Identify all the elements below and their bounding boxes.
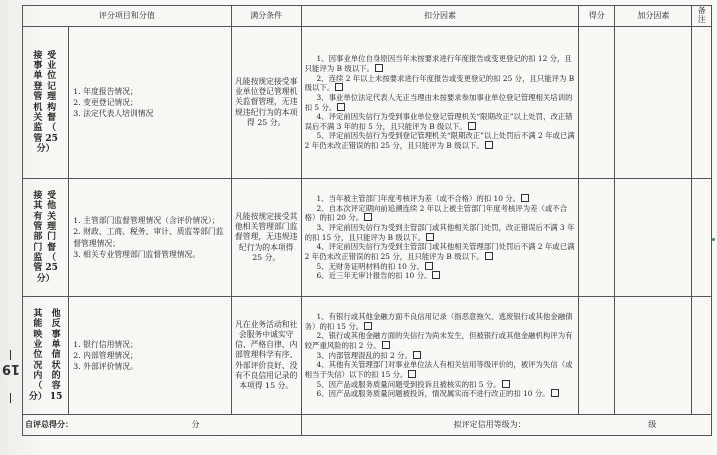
section-row <box>23 179 712 297</box>
checkbox[interactable] <box>521 194 529 202</box>
remark-cell[interactable] <box>692 27 712 179</box>
section-items <box>69 27 231 179</box>
header-remark: 备注 <box>692 6 712 27</box>
category-left-column: 接 其 有 管 部 门 监 管 <box>33 190 43 274</box>
category-right-column: 他 反 事 单 信 状 的 容 15 <box>49 308 63 402</box>
proposed-grade-label: 拟评定信用等级为： <box>453 419 526 429</box>
checkbox[interactable] <box>364 213 372 221</box>
remark-cell[interactable] <box>692 179 712 297</box>
table-header-row <box>23 6 712 27</box>
full-score-condition: 凡能按规定接受其他相关管理部门监督管理，无违规违纪行为的本项得 25 分。 <box>231 179 301 297</box>
footer-row <box>23 415 712 436</box>
self-total-unit: 分 <box>191 420 200 430</box>
header-score: 得分 <box>579 6 615 27</box>
section-row <box>23 297 712 415</box>
item-line: 1. 银行信用情况； <box>73 339 138 349</box>
checkbox[interactable] <box>337 103 345 111</box>
page-number: 19 <box>1 361 21 377</box>
full-score-condition: 凡在业务活动和社会服务中诚实守信、严格自律、内部管理科学有序、外部评价良好、没有不良信用记录的本项得 15 分。 <box>231 297 301 415</box>
header-full-condition: 满分条件 <box>231 6 301 27</box>
checkbox[interactable] <box>485 252 493 260</box>
full-score-condition: 凡能按规定接受事业单位登记管理机关监督管理，无违规违纪行为的本项得 25 分。 <box>231 27 301 179</box>
proposed-grade-cell[interactable] <box>301 415 711 436</box>
bonus-cell[interactable] <box>615 27 692 179</box>
deduction-list: 1、当年被主管部门年度考核评为差（或不合格）的扣 10 分。 2、自本次评定期向前追溯连续 2 年以上被主管部门年度考核评为差（或不合格）的扣 20 分。 3、评定前因失信行为受到主管部门或其他相关部门处罚，改正错误后不满 3 年的扣 15 分，且只能评为 B 级以下。 4、评定前因失信行为受到主管部门或其他相关管理部门处罚后不满 2 年或已满 2 年仍未改正错误的扣 25 分，且只能评为 B 级以下。 5、无财务证明材料的扣 10 分。 6、近三年无审计报告的扣 10 分。 <box>301 179 579 297</box>
checkbox[interactable] <box>551 389 559 397</box>
score-cell[interactable] <box>579 27 615 179</box>
checkbox[interactable] <box>335 83 343 91</box>
binding-hole-mark <box>712 238 715 241</box>
header-deductions: 扣分因素 <box>301 6 579 27</box>
item-line: 3. 相关专业管理部门监督管理情况。 <box>73 249 201 259</box>
deduction-list: 1、因事业单位自身原因当年未按要求进行年度报告或变更登记的扣 12 分，且只能评为 B 级以下。 2、连续 2 年以上未按要求进行年度报告或变更登记的扣 25 分，且只能评为 B 级以下。 3、事业单位法定代表人无正当理由未按要求参加事业单位登记管理相关培训的扣 5 分。 4、评定前因失信行为受到事业单位登记管理机关“限期改正”以上处罚，改正错误后不满 3 年的扣 5 分，且只能评为 B 级以下。 5、评定前因失信行为受到登记管理机关“限期改正”以上处罚后不满 2 年或已满 2 年仍未改正错误的扣 25 分，且只能评为 B 级以下。 <box>301 27 579 179</box>
checkbox[interactable] <box>425 262 433 270</box>
bonus-cell[interactable] <box>615 179 692 297</box>
item-line: 3. 外部评价情况。 <box>73 362 138 372</box>
remark-cell[interactable] <box>692 297 712 415</box>
checkbox[interactable] <box>382 341 390 349</box>
item-line: 2. 财政、工商、税务、审计、质监等部门监督管理情况； <box>73 227 224 248</box>
category-right-column: 受 业 位 记 理 构 督 （ 25 <box>45 50 58 144</box>
section-items <box>69 179 231 297</box>
bonus-cell[interactable] <box>615 297 692 415</box>
checkbox[interactable] <box>426 233 434 241</box>
checkbox[interactable] <box>364 322 372 330</box>
item-line: 3. 法定代表人培训情况 <box>73 109 154 119</box>
score-cell[interactable] <box>579 297 615 415</box>
header-bonus: 加分因素 <box>615 6 692 27</box>
section-category <box>23 179 69 297</box>
item-line: 2. 内部管理情况； <box>73 350 138 360</box>
checkbox[interactable] <box>468 122 476 130</box>
category-left-column: 其 能 映 业 位 况 内 （ 分） <box>28 308 47 402</box>
checkbox[interactable] <box>413 351 421 359</box>
item-line: 1. 年度报告情况； <box>73 86 138 96</box>
checkbox[interactable] <box>408 370 416 378</box>
checkbox[interactable] <box>432 271 440 279</box>
deduction-list: 1、有银行或其他金融方面不良信用记录（指恶意拖欠、逃废银行或其他金融债务）的扣 15 分。 2、银行或其他金融方面的失信行为尚未发生，但被银行或其他金融机构评为有较严重风险的扣 2 分。 3、内部管理混乱的扣 2 分。 4、其他有关管理部门对事业单位法人有相关信用等级评价的，被评为失信（或相当于失信）以下的扣 15 分。 5、因产品或服务质量问题受到投诉且被核实的扣 5 分。 6、因产品或服务质量问题被投诉，情况属实而不进行改正的扣 10 分。 <box>301 297 579 415</box>
section-items <box>69 297 231 415</box>
item-line: 2. 变更登记情况； <box>73 97 138 107</box>
category-left-column: 接 事 单 登 管 机 关 监 管 <box>33 50 43 144</box>
checkbox[interactable] <box>375 64 383 72</box>
section-category <box>23 297 69 415</box>
category-right-column: 受 他 关 理 门 督 （ 25 <box>45 190 58 274</box>
category-tail: 分） <box>36 143 55 154</box>
section-row <box>23 27 712 179</box>
score-cell[interactable] <box>579 179 615 297</box>
checkbox[interactable] <box>485 141 493 149</box>
item-line: 1. 主管部门监督管理情况（含评价情况）； <box>73 215 220 225</box>
self-total-label: 自评总得分： <box>25 419 73 430</box>
evaluation-table <box>22 5 712 436</box>
checkbox[interactable] <box>502 380 510 388</box>
proposed-grade-unit: 级 <box>648 419 657 429</box>
section-category <box>23 27 69 179</box>
page-number-dash-bottom <box>10 393 11 403</box>
self-total-cell[interactable] <box>23 415 302 436</box>
header-items: 评分项目和分值 <box>23 6 232 27</box>
category-tail: 分） <box>36 273 55 284</box>
